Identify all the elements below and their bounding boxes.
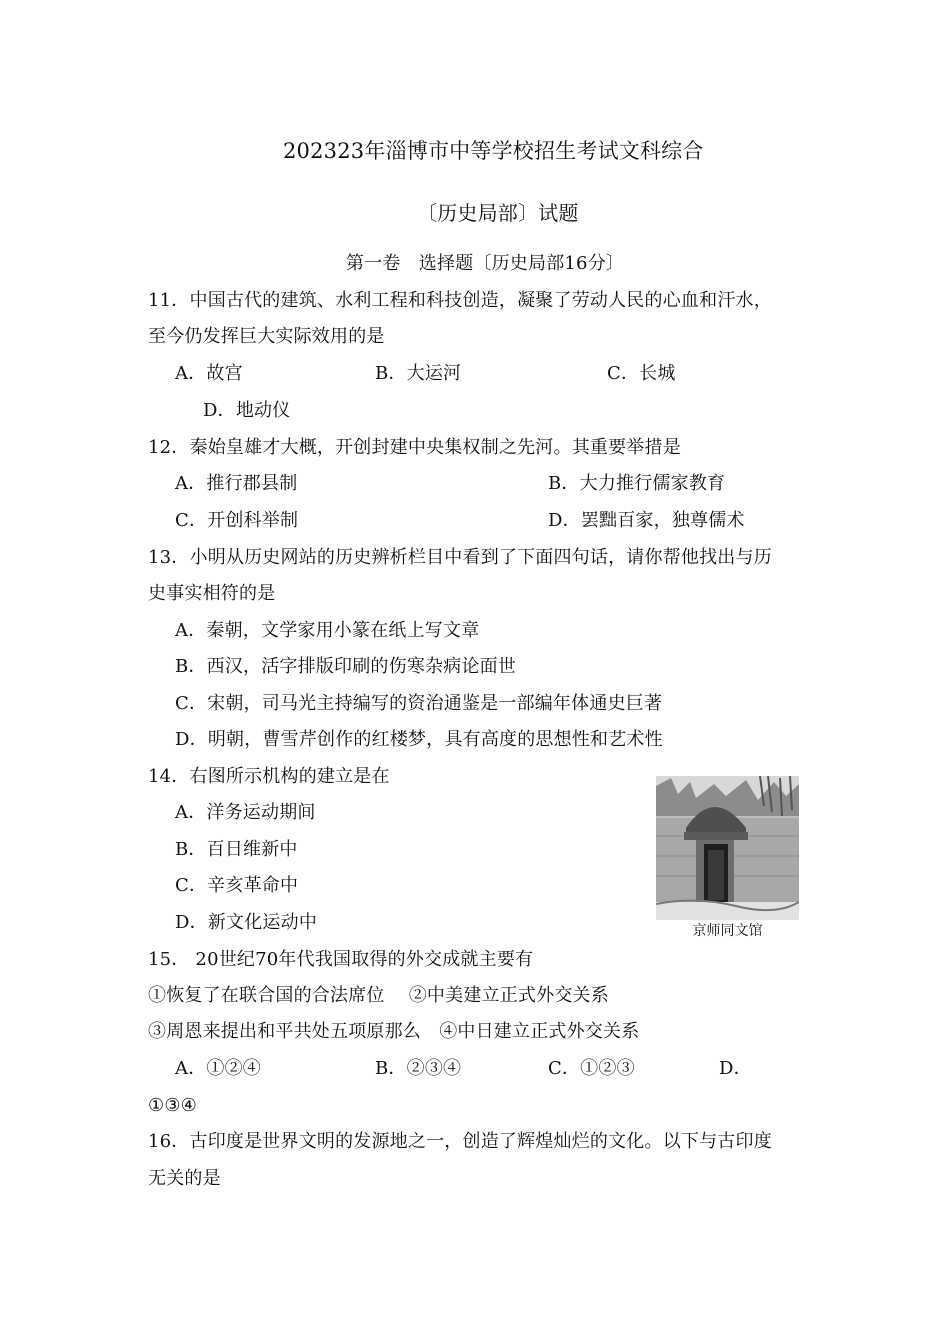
question-15-items-2: ③周恩来提出和平共处五项原那么 ④中日建立正式外交关系 [148, 1021, 640, 1042]
exam-subtitle: 〔历史局部〕试题 [417, 201, 579, 225]
question-11-option-b: B．大运河 [375, 363, 462, 384]
question-14-option-b: B．百日维新中 [175, 839, 298, 860]
question-13-option-c: C．宋朝，司马光主持编写的资治通鉴是一部编年体通史巨著 [175, 693, 663, 714]
exam-title: 202323年淄博市中等学校招生考试文科综合 [283, 139, 704, 163]
question-15-stem: 15． 20世纪70年代我国取得的外交成就主要有 [148, 949, 534, 970]
question-13-option-a: A．秦朝，文学家用小篆在纸上写文章 [175, 620, 480, 641]
question-14-option-d: D．新文化运动中 [175, 912, 318, 933]
question-11-option-c: C．长城 [607, 363, 676, 384]
question-15-option-b: B．②③④ [375, 1058, 462, 1079]
question-15-option-d-cont: ①③④ [148, 1095, 198, 1116]
question-13-option-b: B．西汉，活字排版印刷的伤寒杂病论面世 [175, 656, 517, 677]
question-15-option-d: D． [719, 1058, 752, 1079]
question-14-option-a: A．洋务运动期间 [175, 802, 316, 823]
tongwenguan-gate-image [656, 776, 799, 920]
photo-caption: 京师同文馆 [692, 923, 763, 939]
question-13-stem-cont: 史事实相符的是 [148, 583, 276, 604]
question-11-option-d: D．地动仪 [203, 400, 291, 421]
question-14-stem: 14．右图所示机构的建立是在 [148, 766, 390, 787]
question-12-option-c: C．开创科举制 [175, 510, 299, 531]
question-14-option-c: C．辛亥革命中 [175, 875, 299, 896]
question-12-option-b: B．大力推行儒家教育 [548, 473, 726, 494]
question-13-stem: 13．小明从历史网站的历史辨析栏目中看到了下面四句话，请你帮他找出与历 [148, 547, 772, 568]
question-16-stem: 16．古印度是世界文明的发源地之一，创造了辉煌灿烂的文化。以下与古印度 [148, 1131, 772, 1152]
section-header: 第一卷 选择题〔历史局部16分〕 [346, 253, 625, 274]
question-11-option-a: A．故宫 [175, 363, 243, 384]
question-13-option-d: D．明朝，曹雪芹创作的红楼梦，具有高度的思想性和艺术性 [175, 729, 663, 750]
question-11-stem-cont: 至今仍发挥巨大实际效用的是 [148, 326, 385, 347]
question-12-option-a: A．推行郡县制 [175, 473, 298, 494]
question-12-option-d: D．罢黜百家，独尊儒术 [548, 510, 745, 531]
question-12-stem: 12．秦始皇雄才大概，开创封建中央集权制之先河。其重要举措是 [148, 437, 681, 458]
tongwenguan-photo [656, 776, 799, 941]
question-15-items-1: ①恢复了在联合国的合法席位 ②中美建立正式外交关系 [148, 985, 609, 1006]
question-16-stem-cont: 无关的是 [148, 1168, 221, 1189]
question-15-option-c: C．①②③ [548, 1058, 635, 1079]
question-11-stem: 11．中国古代的建筑、水利工程和科技创造，凝聚了劳动人民的心血和汗水， [148, 290, 772, 311]
question-15-option-a: A．①②④ [175, 1058, 261, 1079]
